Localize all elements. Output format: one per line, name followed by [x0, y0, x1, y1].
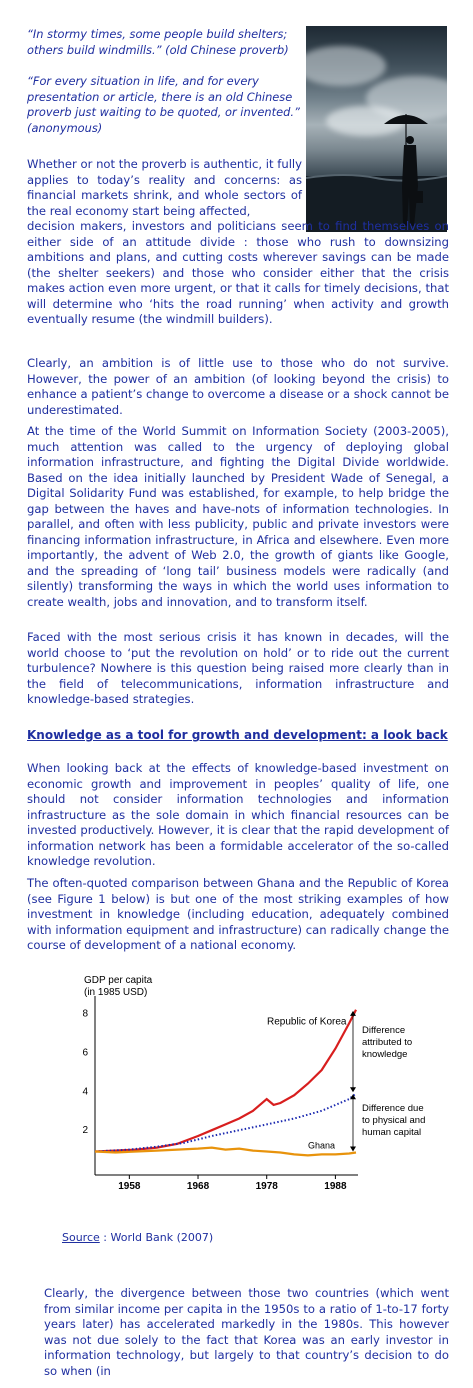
- y-tick-label: 8: [82, 1008, 88, 1020]
- y-axis-unit-label: (in 1985 USD): [84, 987, 148, 998]
- y-tick-label: 6: [82, 1047, 88, 1059]
- series-line-1: [95, 1010, 356, 1152]
- capital-annotation: to physical and: [362, 1114, 426, 1126]
- paragraph-knowledge: When looking back at the effects of knowledge-based investment on economic growth and improvement in peoples’ quality of life, one should not consider information technologies and information infrastructure as the sole domain in which financial resources can be invested productively. However, it is clear that the rapid development of information network has been a formidable accelerator of the so-called knowledge revolution.: [27, 761, 449, 868]
- paragraph-ghana-korea: The often-quoted comparison between Ghana and the Republic of Korea (see Figure 1 below) is but one of the most striking examples of how investment in knowledge (including education, adequately combined with information equipment and infrastructure) can radically change the course of development of a national economy.: [27, 876, 449, 952]
- quote-2: “For every situation in life, and for every presentation or article, there is an old Chinese proverb just waiting to be quoted, or invented.” (anonymous): [27, 74, 300, 135]
- y-tick-label: 4: [82, 1086, 88, 1098]
- capital-annotation: human capital: [362, 1126, 422, 1138]
- source-text: : World Bank (2007): [99, 1231, 214, 1244]
- x-tick-label: 1978: [255, 1181, 278, 1189]
- ghana-series-label: Ghana: [308, 1140, 336, 1151]
- paragraph-wsis: At the time of the World Summit on Information Society (2003-2005), much attention was called to the urgency of deploying global information infrastructure, and fighting the Digital Divide worldwide. Based on the idea initially launched by President Wade of Senegal, a Digital Solidarity Fund was established, for example, to help bridge the gap between the haves and have-nots of information technologies. In parallel, and often with less publicity, public and private investors were financing information infrastructure, in Africa and elsewhere. Even more importantly, the advent of Web 2.0, the growth of giants like Google, and the spreading of ‘long tail’ business models were radically (and silently) transforming the ways in which the world uses information to create wealth, jobs and innovation, and to transform itself.: [27, 424, 449, 609]
- arrow-head: [350, 1087, 356, 1092]
- paragraph-intro-wide: decision makers, investors and politicians seem to find themselves on either side of an attitude divide : those who rush to downsizing ambitions and plans, and cutting costs wherever savings can be made (the shelter seekers) and those who consider either that the crisis makes action even more urgent, or that it calls for timely decisions, that will determine who ‘hits the road running’ when activity and growth eventually resume (the windmill builders).: [27, 219, 449, 326]
- quote-1: “In stormy times, some people build shelters; others build windmills.” (old Chinese proverb): [27, 27, 289, 57]
- x-tick-label: 1958: [118, 1181, 141, 1189]
- storm-photo: [306, 26, 447, 232]
- capital-annotation: Difference due: [362, 1102, 424, 1114]
- knowledge-annotation: attributed to: [362, 1037, 413, 1049]
- korea-series-label: Republic of Korea: [267, 1016, 347, 1028]
- x-tick-label: 1968: [186, 1181, 210, 1189]
- arrow-head: [350, 1147, 356, 1152]
- paragraph-divergence: Clearly, the divergence between those two countries (which went from similar income per capita in the 1950s to a ratio of 1-to-17 forty years later) has accelerated markedly in the 1980s. This however was not due solely to the fact that Korea was an early investor in information technology, but largely to that country’s decision to do so when (in: [44, 1286, 449, 1378]
- source-note: [62, 1231, 213, 1244]
- y-axis-label: GDP per capita: [84, 975, 153, 986]
- gdp-chart: [0, 964, 473, 1189]
- x-tick-label: 1988: [324, 1181, 347, 1189]
- paragraph-crisis: Faced with the most serious crisis it has known in decades, will the world choose to ‘put the revolution on hold’ or to ride out the current turbulence? Nowhere is this question being raised more clearly than in the field of telecommunications, information infrastructure and knowledge-based strategies.: [27, 630, 449, 706]
- knowledge-annotation: knowledge: [362, 1049, 408, 1061]
- knowledge-annotation: Difference: [362, 1025, 406, 1037]
- umbrella-man-icon: [306, 26, 447, 232]
- paragraph-intro-narrow: Whether or not the proverb is authentic, it fully applies to today’s reality and concerns: as financial markets shrink, and whole sectors of the real economy start being affected,: [27, 157, 302, 218]
- y-tick-label: 2: [82, 1125, 88, 1137]
- section-heading: Knowledge as a tool for growth and development: a look back: [27, 728, 448, 742]
- source-label: Source: [62, 1231, 100, 1244]
- paragraph-ambition: Clearly, an ambition is of little use to those who do not survive. However, the power of an ambition (of looking beyond the crisis) to enhance a patient’s change to overcome a disease or a shock cannot be underestimated.: [27, 356, 449, 417]
